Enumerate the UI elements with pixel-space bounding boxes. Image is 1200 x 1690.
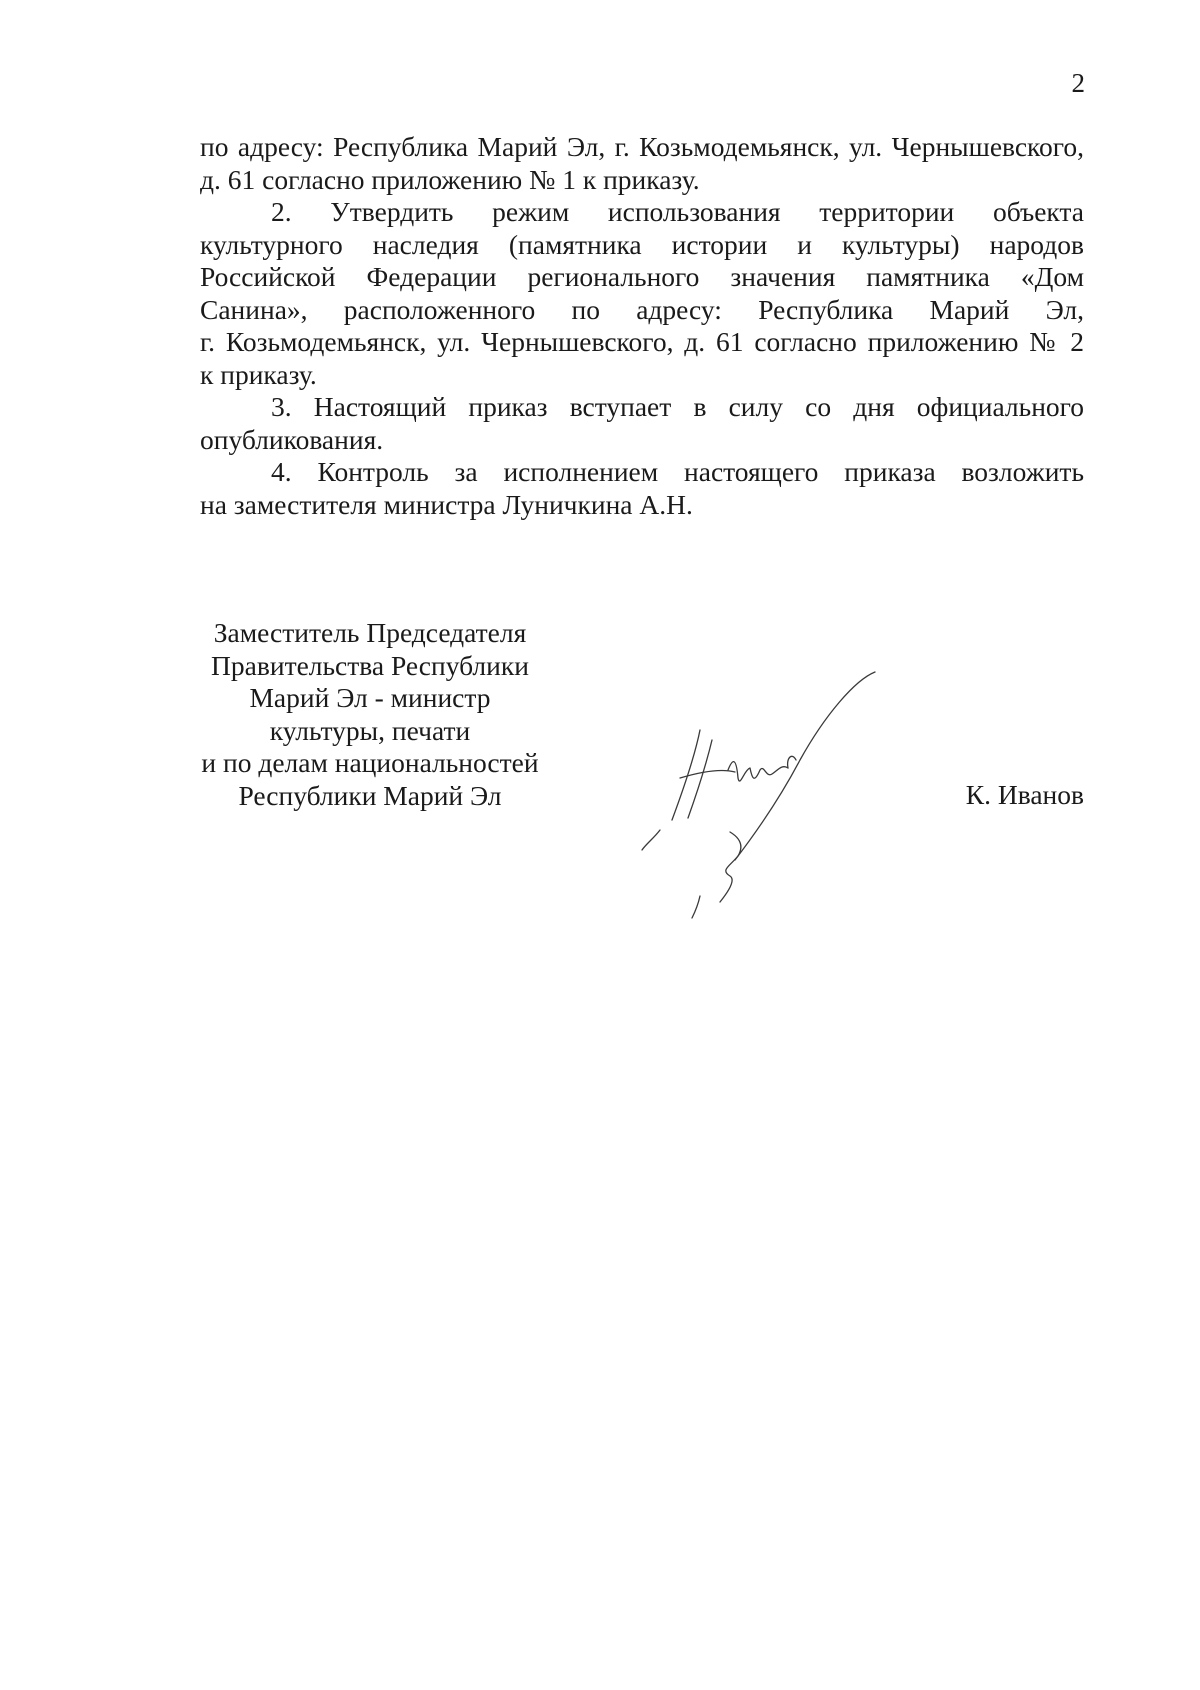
paragraph-line: на заместителя министра Луничкина А.Н. (200, 488, 693, 520)
signatory-title-line: культуры, печати (269, 714, 471, 746)
paragraph-line: к приказу. (200, 358, 317, 390)
handwritten-signature (640, 660, 960, 920)
signatory-title-line: Заместитель Председателя (213, 617, 527, 648)
paragraph-line: по адресу: Республика Марий Эл, г. Козьмодемьянск, ул. Чернышевского, (200, 131, 1084, 162)
paragraph-line: г. Козьмодемьянск, ул. Чернышевского, д. 61 согласно приложению № 2 (200, 326, 1084, 357)
signatory-title-line: и по делам национальностей (201, 747, 539, 778)
paragraph-line: культурного наследия (памятника истории и культуры) народов (200, 228, 1084, 260)
signer-name: К. Иванов (965, 779, 1084, 810)
signatory-title-line: Республики Марий Эл (238, 779, 502, 811)
document-body (200, 131, 1084, 521)
paragraph-line: Санина», расположенного по адресу: Республика Марий Эл, (200, 293, 1084, 325)
paragraph-3 (200, 391, 1084, 456)
paragraph-line: 3. Настоящий приказ вступает в силу со дня официального (271, 391, 1084, 422)
paragraph-line: д. 61 согласно приложению № 1 к приказу. (200, 163, 700, 195)
signatory-title (190, 617, 550, 812)
paragraph-line: опубликования. (200, 423, 384, 455)
signatory-title-line: Правительства Республики (211, 649, 529, 681)
page-number: 2 (1071, 68, 1085, 98)
paragraph-line: 4. Контроль за исполнением настоящего приказа возложить (271, 456, 1084, 487)
paragraph-line: 2. Утвердить режим использования территории объекта (271, 196, 1084, 227)
paragraph-1 (200, 131, 1084, 196)
signatory-title-line: Марий Эл - министр (249, 682, 491, 713)
paragraph-2 (200, 196, 1084, 391)
paragraph-4 (200, 456, 1084, 521)
paragraph-line: Российской Федерации регионального значения памятника «Дом (200, 261, 1084, 292)
